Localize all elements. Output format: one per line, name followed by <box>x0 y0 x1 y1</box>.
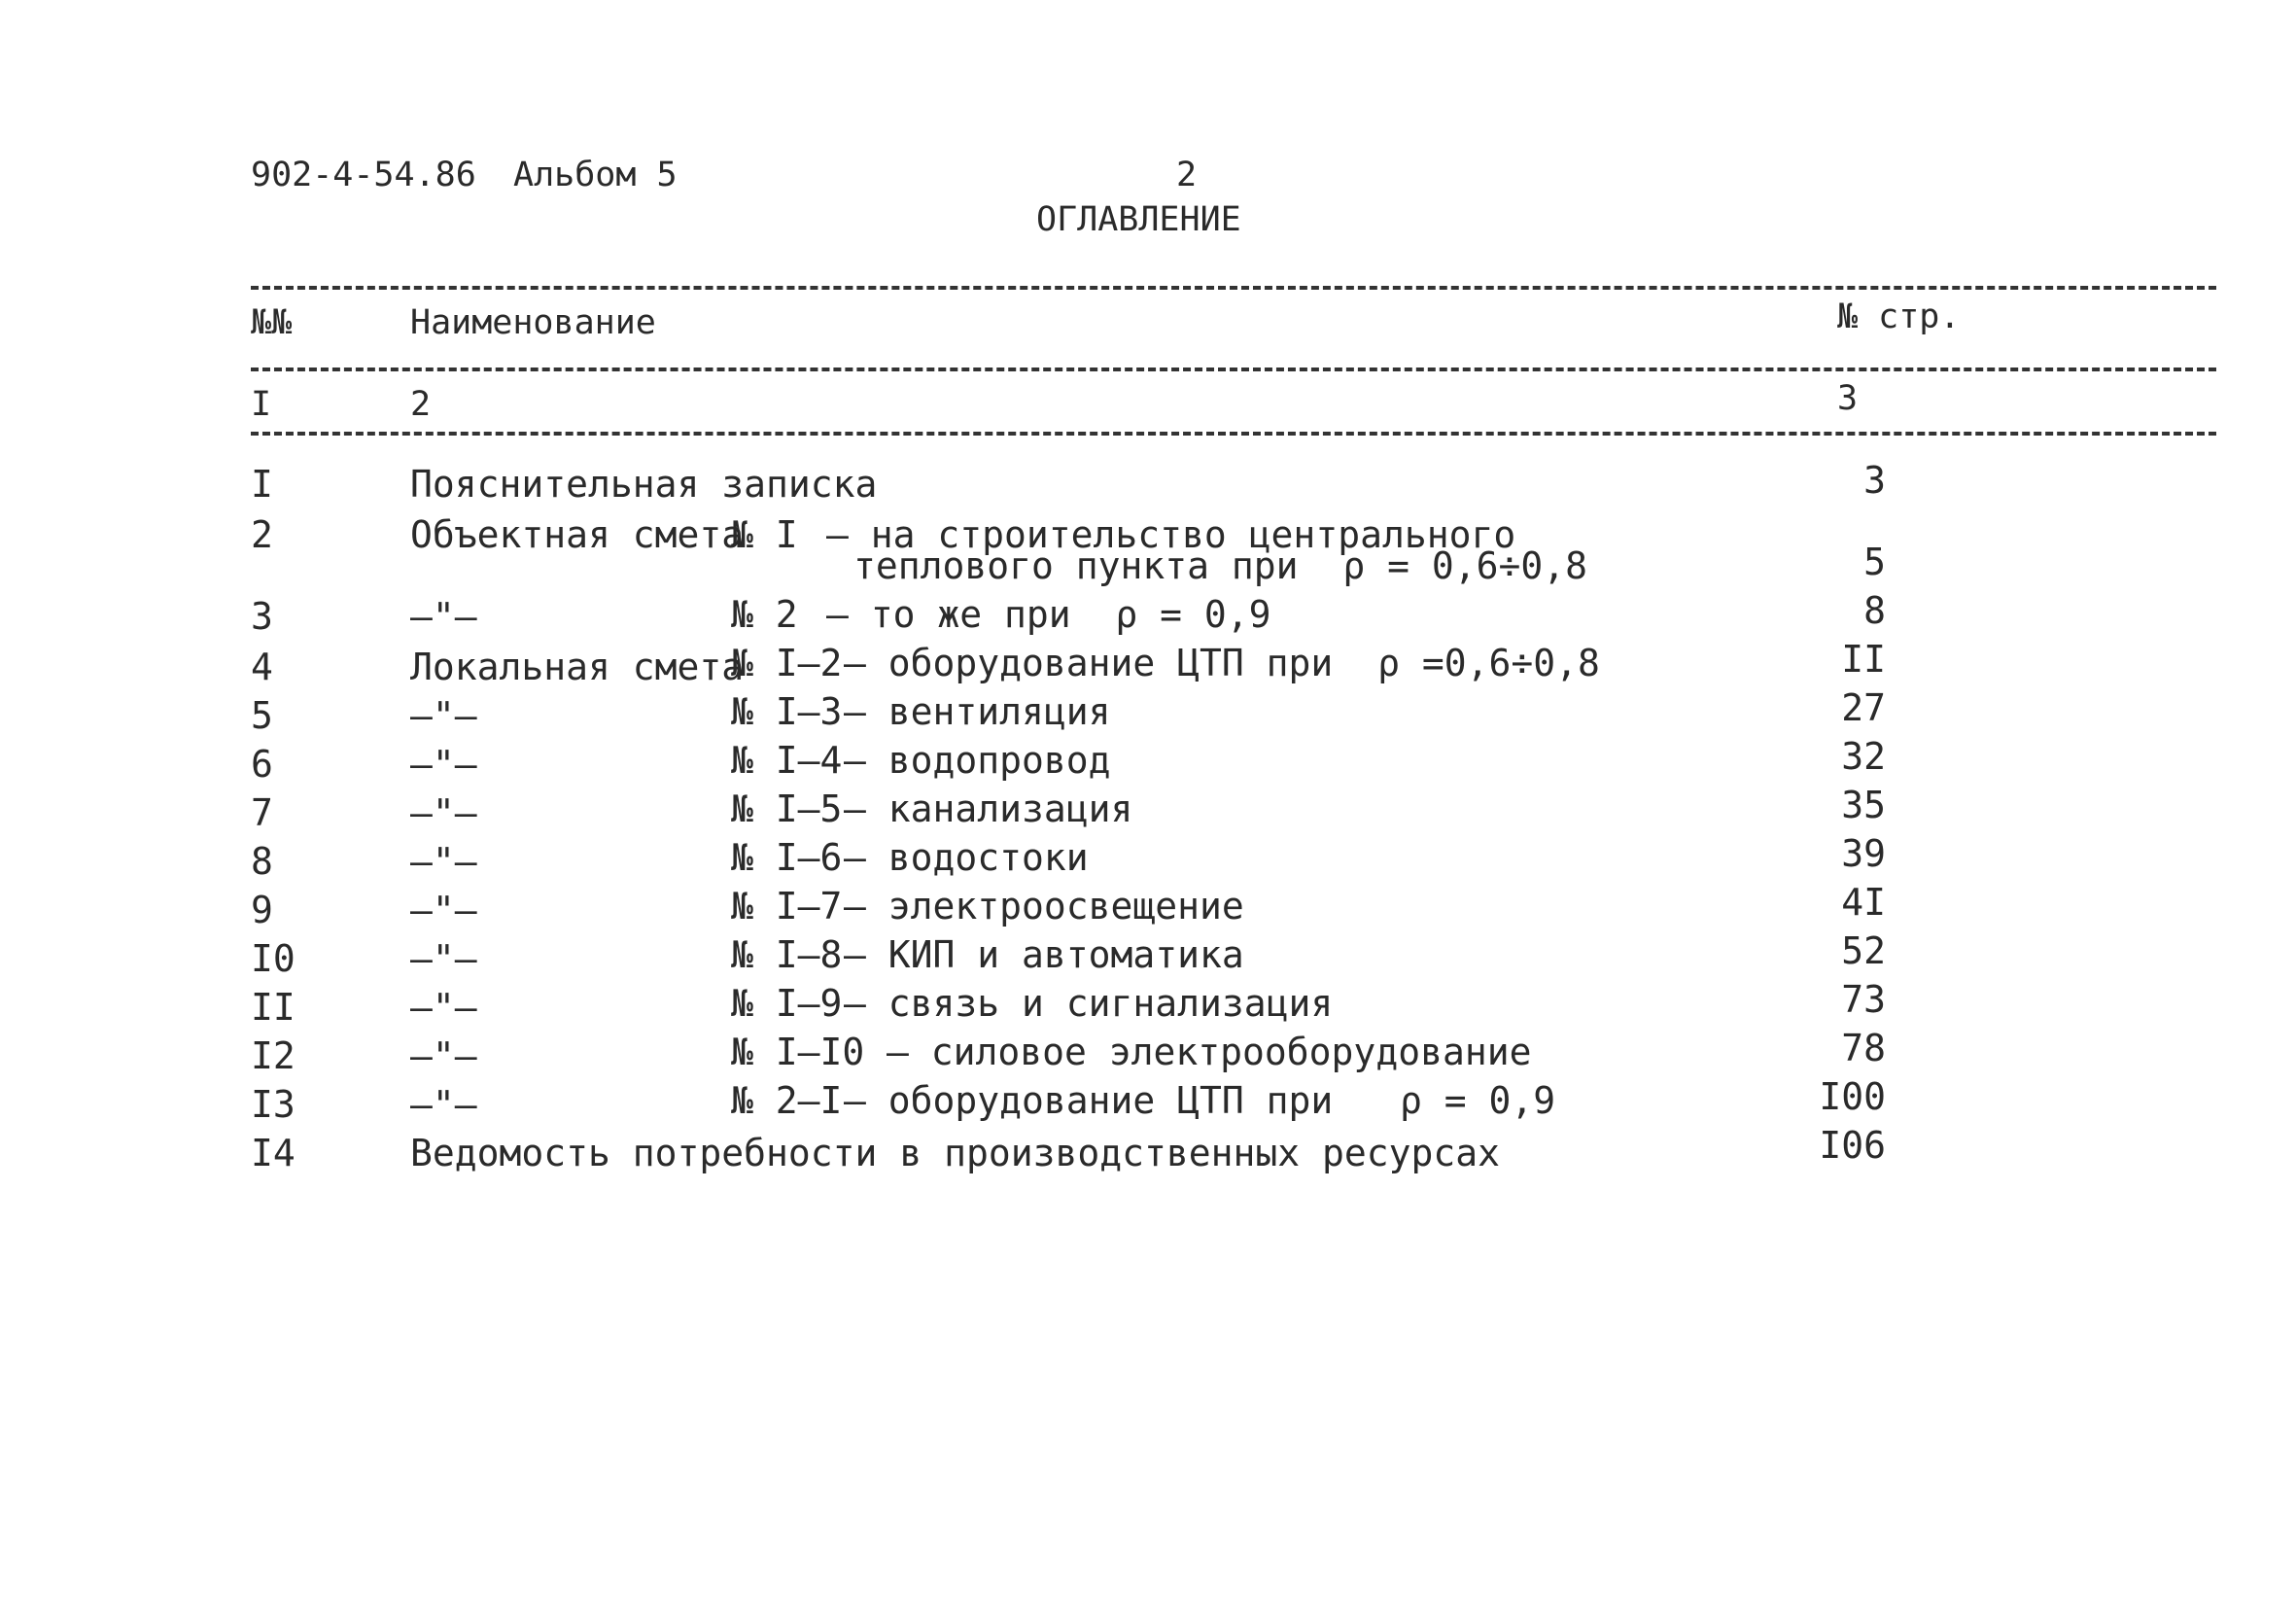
row-14-page: I06 <box>1819 1124 1886 1167</box>
row-9-reference: № I–7 <box>731 885 843 928</box>
row-7-number: 7 <box>251 791 273 834</box>
row-2-description: – на строительство центрального <box>826 513 1516 556</box>
row-2-description-continued: теплового пункта при ρ = 0,6÷0,8 <box>853 544 1587 587</box>
row-12-description: – силовое электрооборудование <box>887 1031 1532 1073</box>
page-title: ОГЛАВЛЕНИЕ <box>1036 200 1241 239</box>
row-11-reference: № I–9 <box>731 982 843 1025</box>
row-5-description: – вентиляция <box>844 690 1111 733</box>
row-13-description: – оборудование ЦТП при ρ = 0,9 <box>844 1079 1556 1122</box>
row-12-name: –"– <box>410 1034 477 1077</box>
row-6-description: – водопровод <box>844 739 1111 782</box>
column-number-2: 2 <box>410 385 432 424</box>
divider-header-bottom <box>251 368 2216 371</box>
row-14-name: Ведомость потребности в производственных ресурсах <box>410 1132 1501 1174</box>
row-2-reference: № I <box>731 513 798 556</box>
row-9-page: 4I <box>1841 881 1886 924</box>
row-3-description: – то же при ρ = 0,9 <box>826 593 1271 636</box>
row-12-page: 78 <box>1841 1027 1886 1069</box>
row-5-name: –"– <box>410 694 477 737</box>
column-number-3: 3 <box>1837 379 1859 418</box>
column-number-1: I <box>251 385 272 424</box>
row-3-page: 8 <box>1863 589 1886 632</box>
row-3-reference: № 2 <box>731 593 798 636</box>
divider-numbering-bottom <box>251 432 2216 436</box>
row-10-name: –"– <box>410 937 477 980</box>
row-6-reference: № I–4 <box>731 739 843 782</box>
document-code: 902-4-54.86 <box>251 156 476 194</box>
row-2-name: Объектная смета <box>410 513 745 556</box>
row-8-name: –"– <box>410 840 477 883</box>
row-10-number: I0 <box>251 937 296 980</box>
column-header-number: №№ <box>251 303 293 342</box>
row-10-reference: № I–8 <box>731 933 843 976</box>
row-7-name: –"– <box>410 791 477 834</box>
row-7-reference: № I–5 <box>731 788 843 830</box>
row-9-name: –"– <box>410 889 477 931</box>
row-11-description: – связь и сигнализация <box>844 982 1334 1025</box>
row-8-reference: № I–6 <box>731 836 843 879</box>
row-8-description: – водостоки <box>844 836 1089 879</box>
row-5-reference: № I–3 <box>731 690 843 733</box>
row-12-reference: № I–I0 <box>731 1031 865 1073</box>
row-1-number: I <box>251 463 273 506</box>
row-6-page: 32 <box>1841 735 1886 778</box>
row-3-name: –"– <box>410 595 477 638</box>
row-7-description: – канализация <box>844 788 1133 830</box>
row-8-page: 39 <box>1841 832 1886 875</box>
column-header-name: Наименование <box>410 303 656 342</box>
row-13-number: I3 <box>251 1083 296 1126</box>
row-9-description: – электроосвещение <box>844 885 1244 928</box>
row-8-number: 8 <box>251 840 273 883</box>
row-13-page: I00 <box>1819 1075 1886 1118</box>
row-9-number: 9 <box>251 889 273 931</box>
row-5-page: 27 <box>1841 686 1886 729</box>
row-2-number: 2 <box>251 513 273 556</box>
row-6-name: –"– <box>410 743 477 786</box>
row-4-name: Локальная смета <box>410 646 745 688</box>
row-1-page: 3 <box>1863 459 1886 502</box>
row-6-number: 6 <box>251 743 273 786</box>
row-11-name: –"– <box>410 986 477 1029</box>
row-10-description: – КИП и автоматика <box>844 933 1244 976</box>
row-1-name: Пояснительная записка <box>410 463 878 506</box>
row-3-number: 3 <box>251 595 273 638</box>
row-11-number: II <box>251 986 296 1029</box>
row-14-number: I4 <box>251 1132 296 1174</box>
row-7-page: 35 <box>1841 784 1886 826</box>
divider-top <box>251 286 2216 290</box>
row-4-number: 4 <box>251 646 273 688</box>
row-10-page: 52 <box>1841 929 1886 972</box>
row-12-number: I2 <box>251 1034 296 1077</box>
album-label: Альбом 5 <box>513 156 678 194</box>
row-11-page: 73 <box>1841 978 1886 1021</box>
row-4-page: II <box>1841 638 1886 681</box>
row-5-number: 5 <box>251 694 273 737</box>
sheet-number: 2 <box>1176 156 1198 194</box>
row-13-name: –"– <box>410 1083 477 1126</box>
row-13-reference: № 2–I <box>731 1079 843 1122</box>
row-4-reference: № I–2 <box>731 642 843 684</box>
row-2-page: 5 <box>1863 541 1886 583</box>
column-header-page: № стр. <box>1837 298 1961 336</box>
row-4-description: – оборудование ЦТП при ρ =0,6÷0,8 <box>844 642 1600 684</box>
